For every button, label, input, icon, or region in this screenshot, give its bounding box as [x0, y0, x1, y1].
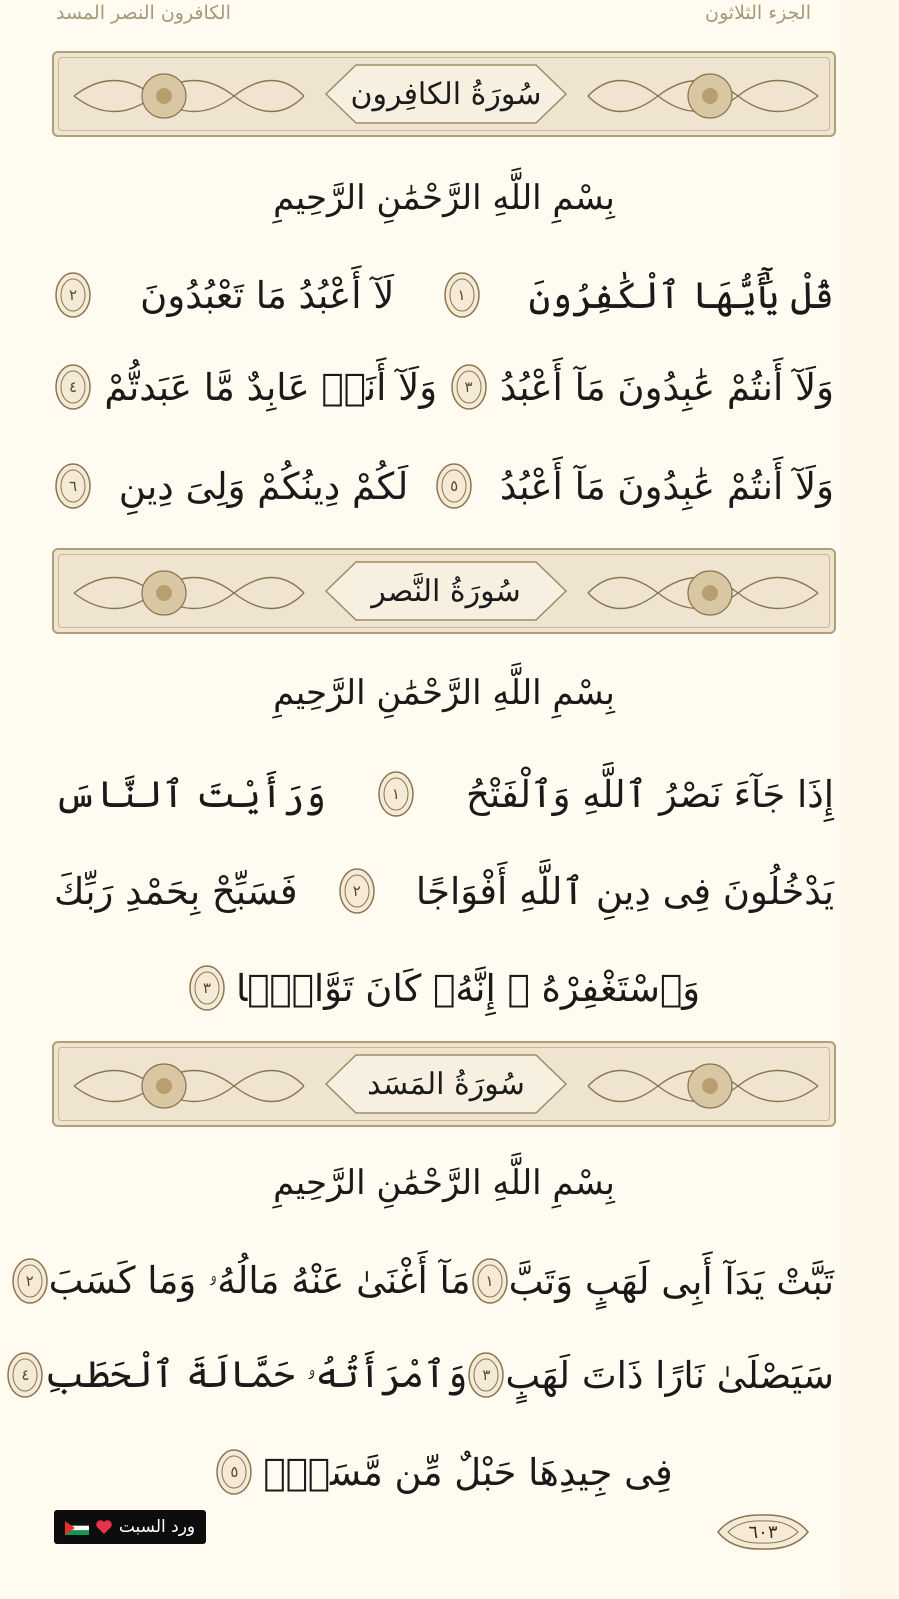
- ayah-number: ٢: [68, 286, 78, 304]
- ayah-end-marker-icon: [377, 770, 415, 818]
- verse-text: لَكُمْ دِينُكُمْ وَلِىَ دِينِ: [118, 464, 409, 508]
- juz-name-header: الجزء الثلاثون: [705, 2, 811, 24]
- verse-text: إِذَا جَآءَ نَصْرُ ٱللَّهِ وَٱلْفَتْحُ: [465, 772, 834, 816]
- verse-line: [54, 957, 834, 1019]
- ayah-end-marker-icon: [54, 271, 92, 319]
- ayah-end-marker-icon: [54, 363, 92, 411]
- verse-text: سَيَصْلَىٰ نَارًا ذَاتَ لَهَبٍ: [505, 1353, 834, 1397]
- verse-text: فِى جِيدِهَا حَبْلٌ مِّن مَّسَدٍۭ: [263, 1450, 673, 1494]
- ayah-number: ١: [457, 286, 466, 304]
- ayah-end-marker-icon: [215, 1448, 253, 1496]
- verse-line: [54, 763, 834, 825]
- verse-line: [21, 1344, 834, 1406]
- verse-text: وَٱسْتَغْفِرْهُ ۚ إِنَّهُۥ كَانَ تَوَّابًۢا: [235, 966, 701, 1010]
- surah-banner-masad: [52, 1041, 836, 1127]
- heart-icon: [95, 1519, 113, 1535]
- ayah-end-marker-icon: [450, 363, 488, 411]
- verse-line: [54, 455, 834, 517]
- verse-text: وَرَأَيْتَ ٱلنَّاسَ: [54, 772, 326, 816]
- watermark-badge: [54, 1510, 206, 1544]
- ayah-end-marker-icon: [443, 271, 481, 319]
- verse-text: يَدْخُلُونَ فِى دِينِ ٱللَّهِ أَفْوَاجًا: [415, 869, 834, 913]
- ayah-number: ٤: [68, 378, 78, 396]
- ayah-end-marker-icon: [338, 867, 376, 915]
- surah-names-header: الكافرون النصر المسد: [56, 2, 231, 24]
- ayah-end-marker-icon: [435, 462, 473, 510]
- page-number: ٦٠٣: [748, 1521, 778, 1543]
- verse-text: قُلْ يَٰٓأَيُّهَا ٱلْكَٰفِرُونَ: [528, 273, 834, 317]
- ayah-number: ١: [485, 1272, 494, 1290]
- ayah-number: ٢: [352, 882, 361, 900]
- verse-text: مَآ أَغْنَىٰ عَنْهُ مَالُهُۥ وَمَا كَسَبَ: [48, 1259, 471, 1302]
- ayah-number: ٣: [464, 378, 473, 396]
- ayah-number: ٥: [450, 477, 459, 495]
- surah-title: سُورَةُ الكافِرون: [350, 76, 542, 112]
- surah-banner-nasr: [52, 548, 836, 634]
- verse-line: [54, 356, 834, 418]
- palestine-flag-icon: [65, 1520, 89, 1534]
- verse-text: وَلَآ أَنَا۠ عَابِدٌ مَّا عَبَدتُّمْ: [104, 365, 438, 409]
- page-margin-strip: [841, 0, 899, 1599]
- ayah-number: ٣: [202, 979, 211, 997]
- verse-line: [54, 264, 834, 326]
- ayah-end-marker-icon: [188, 964, 226, 1012]
- basmala: بِسْمِ اللَّهِ الرَّحْمَٰنِ الرَّحِيمِ: [273, 1163, 615, 1203]
- ayah-end-marker-icon: [467, 1351, 505, 1399]
- ayah-number: ١: [391, 785, 400, 803]
- verse-line: [54, 1441, 834, 1503]
- ayah-number: ٥: [230, 1463, 239, 1481]
- ayah-end-marker-icon: [6, 1351, 44, 1399]
- basmala: بِسْمِ اللَّهِ الرَّحْمَٰنِ الرَّحِيمِ: [273, 673, 615, 713]
- ayah-number: ٤: [21, 1366, 30, 1384]
- ayah-number: ٣: [482, 1366, 491, 1384]
- ayah-number: ٦: [69, 477, 78, 495]
- verse-text: وَٱمْرَأَتُهُۥ حَمَّالَةَ ٱلْحَطَبِ: [44, 1353, 468, 1396]
- ayah-number: ٢: [25, 1272, 34, 1290]
- surah-title: سُورَةُ النَّصر: [371, 573, 521, 609]
- surah-title: سُورَةُ المَسَد: [367, 1066, 525, 1102]
- verse-text: لَآ أَعْبُدُ مَا تَعْبُدُونَ: [140, 273, 395, 317]
- ayah-end-marker-icon: [11, 1257, 49, 1305]
- verse-text: فَسَبِّحْ بِحَمْدِ رَبِّكَ: [54, 869, 298, 913]
- basmala: بِسْمِ اللَّهِ الرَّحْمَٰنِ الرَّحِيمِ: [273, 178, 615, 218]
- verse-line: [25, 1250, 834, 1312]
- verse-text: وَلَآ أَنتُمْ عَٰبِدُونَ مَآ أَعْبُدُ: [499, 464, 834, 508]
- verse-text: تَبَّتْ يَدَآ أَبِى لَهَبٍ وَتَبَّ: [508, 1259, 834, 1303]
- watermark-text: ورد السبت: [118, 1517, 196, 1537]
- surah-banner-kafirun: [52, 51, 836, 137]
- verse-text: وَلَآ أَنتُمْ عَٰبِدُونَ مَآ أَعْبُدُ: [499, 365, 834, 409]
- ayah-end-marker-icon: [471, 1257, 509, 1305]
- running-head: [56, 0, 811, 30]
- page-number-badge: [712, 1512, 814, 1552]
- verse-line: [54, 860, 834, 922]
- ayah-end-marker-icon: [54, 462, 92, 510]
